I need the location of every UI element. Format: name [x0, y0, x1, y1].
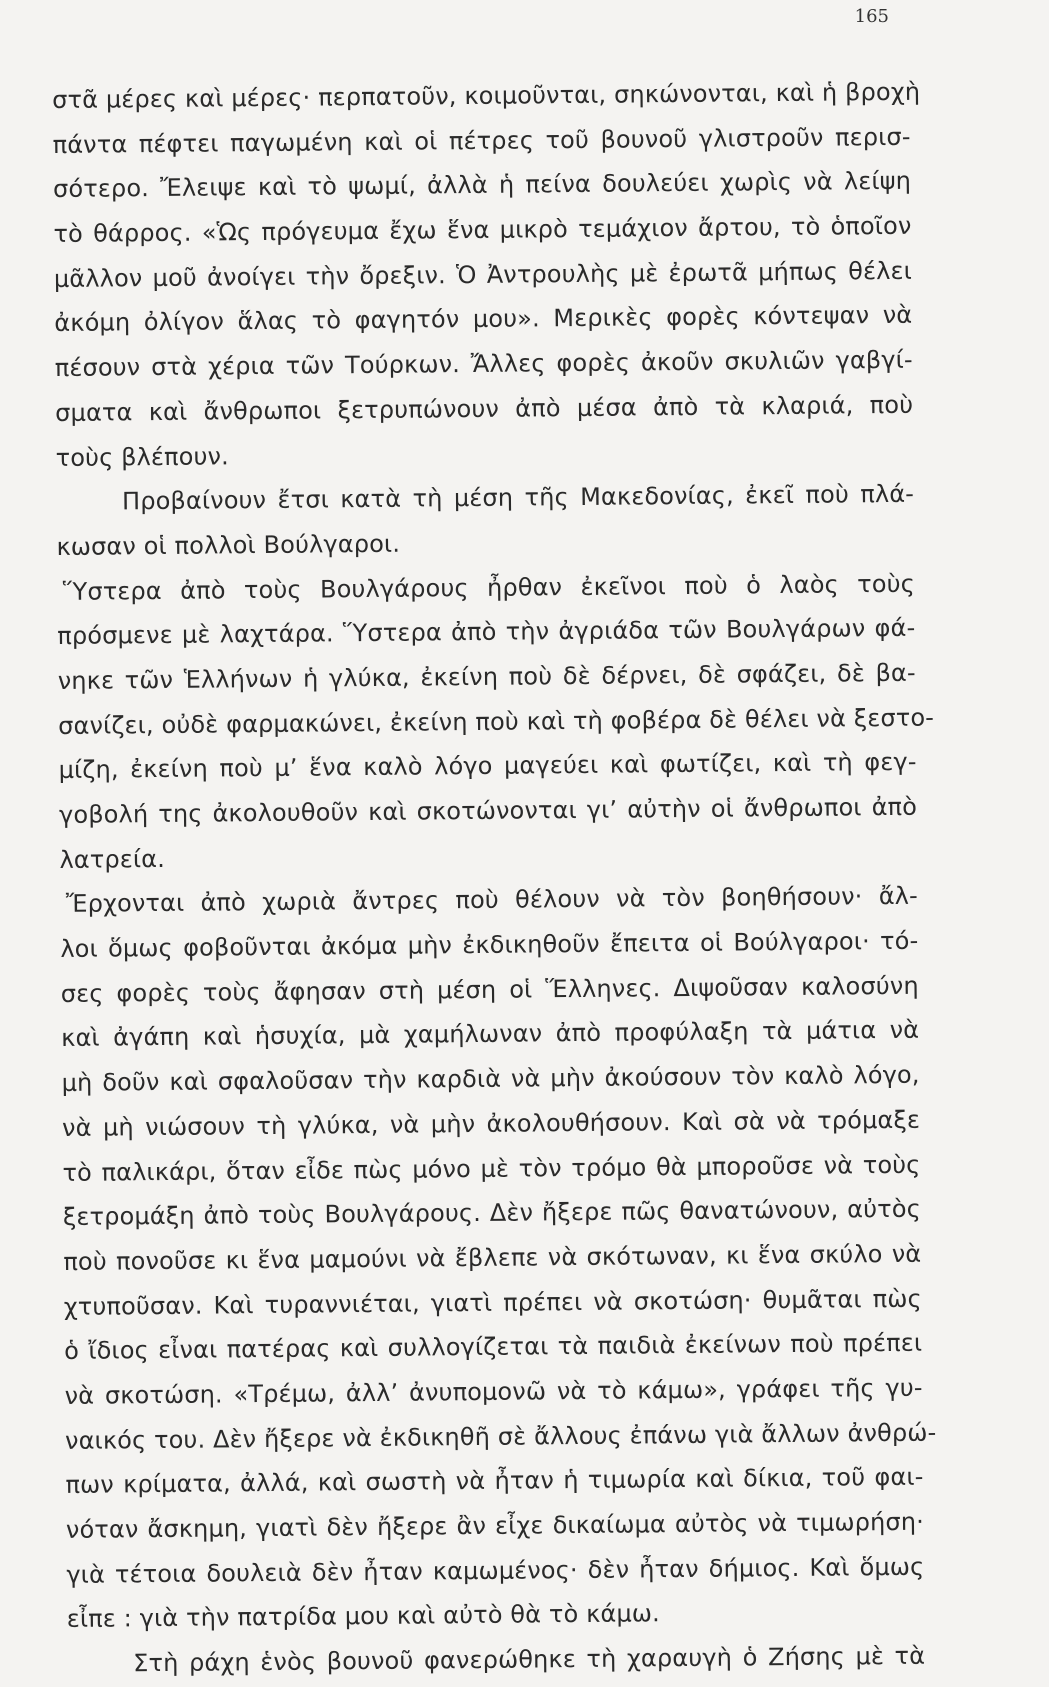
text-line: χτυποῦσαν. Καὶ τυραννιέται, γιατὶ πρέπει νὰ σκοτώση· θυμᾶται πὼς	[63, 1284, 922, 1321]
text-line: γιὰ τέτοια δουλειὰ δὲν ἦταν καμωμένος· δὲν ἦταν δήμιος. Καὶ ὅμως	[66, 1552, 925, 1589]
text-line: κωσαν οἱ πολλοὶ Βούλγαροι.	[56, 529, 401, 561]
text-line: Ὕστερα ἀπὸ τοὺς Βουλγάρους ἦρθαν ἐκεῖνοι ποὺ ὁ λαὸς τοὺς	[62, 569, 916, 606]
text-line: τοὺς βλέπουν.	[55, 441, 230, 472]
text-line: καὶ ἀγάπη καὶ ἡσυχία, μὰ χαμήλωναν ἀπὸ προφύλαξη τὰ μάτια νὰ	[61, 1016, 920, 1053]
body-text	[52, 70, 937, 1687]
text-line: πων κρίματα, ἀλλά, καὶ σωστὴ νὰ ἦταν ἡ τιμωρία καὶ δίκια, τοῦ φαι-	[65, 1463, 924, 1500]
text-line: νὰ μὴ νιώσουν τὴ γλύκα, νὰ μὴν ἀκολουθήσουν. Καὶ σὰ νὰ τρόμαξε	[61, 1105, 921, 1142]
text-line: σανίζει, οὐδὲ φαρμακώνει, ἐκείνη ποὺ καὶ τὴ φοβέρα δὲ θέλει νὰ ξεστο-	[58, 703, 935, 740]
text-line: ποὺ πονοῦσε κι ἕνα μαμούνι νὰ ἔβλεπε νὰ σκότωναν, κι ἕνα σκύλο νὰ	[63, 1239, 922, 1276]
text-line: σες φορὲς τοὺς ἄφησαν στὴ μέση οἱ Ἕλληνες. Διψοῦσαν καλοσύνη	[60, 971, 919, 1008]
text-line: τὸ παλικάρι, ὅταν εἶδε πὼς μόνο μὲ τὸν τρόμο θὰ μποροῦσε νὰ τοὺς	[62, 1150, 921, 1187]
text-line: εἶπε : γιὰ τὴν πατρίδα μου καὶ αὐτὸ θὰ τὸ κάμω.	[66, 1599, 660, 1634]
text-line: τὸ θάρρος. «Ὡς πρόγευμα ἔχω ἕνα μικρὸ τεμάχιον ἄρτου, τὸ ὁποῖον	[53, 211, 912, 249]
text-line: γοβολή της ἀκολουθοῦν καὶ σκοτώνονται γι’ αὐτὴν οἱ ἄνθρωποι ἀπὸ	[58, 792, 918, 829]
text-line: πέσουν στὰ χέρια τῶν Τούρκων. Ἄλλες φορὲς ἀκοῦν σκυλιῶν γαβγί-	[54, 345, 913, 383]
text-line: στᾶ μέρες καὶ μέρες· περπατοῦν, κοιμοῦνται, σηκώνονται, καὶ ἡ βροχὴ	[52, 77, 921, 114]
text-line: λατρεία.	[59, 844, 166, 874]
text-line: νὰ σκοτώση. «Τρέμω, ἀλλ’ ἀνυπομονῶ νὰ τὸ κάμω», γράφει τῆς γυ-	[64, 1373, 923, 1410]
text-line: ἀκόμη ὀλίγον ἅλας τὸ φαγητόν μου». Μερικὲς φορὲς κόντεψαν νὰ	[54, 301, 913, 338]
text-line: Ἔρχονται ἀπὸ χωριὰ ἄντρες ποὺ θέλουν νὰ τὸν βοηθήσουν· ἄλ-	[65, 882, 919, 919]
text-line: μίζη, ἐκείνη ποὺ μ’ ἕνα καλὸ λόγο μαγεύει καὶ φωτίζει, καὶ τὴ φεγ-	[58, 748, 917, 785]
text-line: νόταν ἄσκημη, γιατὶ δὲν ἤξερε ἂν εἶχε δικαίωμα αὐτὸς νὰ τιμωρήση·	[65, 1507, 925, 1544]
text-line: μᾶλλον μοῦ ἀνοίγει τὴν ὄρεξιν. Ὁ Ἀντρουλὴς μὲ ἐρωτᾶ μήπως θέλει	[53, 256, 913, 293]
text-line: πρόσμενε μὲ λαχτάρα. Ὕστερα ἀπὸ τὴν ἀγριάδα τῶν Βουλγάρων φά-	[57, 613, 916, 651]
text-line: Προβαίνουν ἔτσι κατὰ τὴ μέση τῆς Μακεδονίας, ἐκεῖ ποὺ πλά-	[121, 479, 915, 516]
text-line: ὁ ἴδιος εἶναι πατέρας καὶ συλλογίζεται τὰ παιδιὰ ἐκείνων ποὺ πρέπει	[64, 1328, 923, 1366]
text-line: ξετρομάξη ἀπὸ τοὺς Βουλγάρους. Δὲν ἤξερε πῶς θανατώνουν, αὐτὸς	[62, 1194, 922, 1232]
text-line: πάντα πέφτει παγωμένη καὶ οἱ πέτρες τοῦ βουνοῦ γλιστροῦν περισ-	[52, 122, 911, 159]
text-line: σματα καὶ ἄνθρωποι ξετρυπώνουν ἀπὸ μέσα ἀπὸ τὰ κλαριά, ποὺ	[55, 390, 914, 427]
text-line: Στὴ ράχη ἑνὸς βουνοῦ φανερώθηκε τὴ χαραυγὴ ὁ Ζήσης μὲ τὰ	[133, 1641, 926, 1678]
text-line: σότερο. Ἔλειψε καὶ τὸ ψωμί, ἀλλὰ ἡ πείνα δουλεύει χωρὶς νὰ λείψη	[52, 167, 912, 204]
page-number: 165	[854, 6, 889, 27]
text-line: ναικός του. Δὲν ἤξερε νὰ ἐκδικηθῆ σὲ ἄλλους ἐπάνω γιὰ ἄλλων ἀνθρώ-	[64, 1418, 937, 1455]
text-line: νηκε τῶν Ἑλλήνων ἡ γλύκα, ἐκείνη ποὺ δὲ δέρνει, δὲ σφάζει, δὲ βα-	[57, 658, 916, 695]
text-line: μὴ δοῦν καὶ σφαλοῦσαν τὴν καρδιὰ νὰ μὴν ἀκούσουν τὸν καλὸ λόγο,	[61, 1060, 920, 1098]
text-line: λοι ὅμως φοβοῦνται ἀκόμα μὴν ἐκδικηθοῦν ἔπειτα οἱ Βούλγαροι· τό-	[60, 926, 919, 964]
